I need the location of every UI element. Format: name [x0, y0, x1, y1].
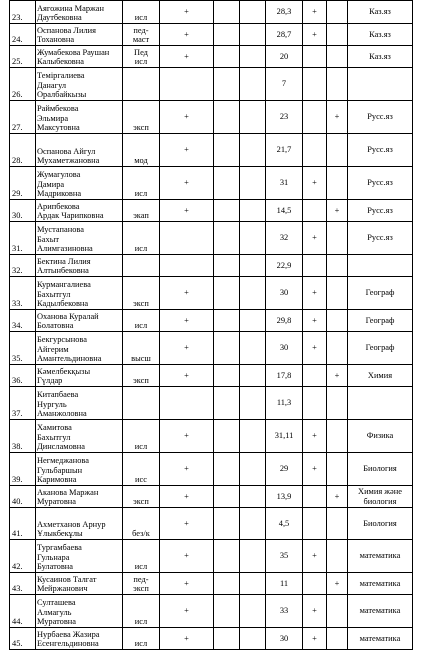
- table-row: [10, 540, 413, 573]
- row-number: 36.: [10, 365, 36, 387]
- subject: Географ: [348, 332, 413, 365]
- teacher-name: Тургамбаева Гульнара Булатовна: [36, 540, 123, 573]
- table-row: [10, 595, 413, 628]
- subject: [348, 68, 413, 101]
- mark-col-1: [160, 255, 214, 277]
- teacher-name: Темiргалиева Данагул Оралбайкызы: [36, 68, 123, 101]
- subject: Химия және биология: [348, 486, 413, 508]
- score: 32: [266, 222, 303, 255]
- mark-col-4: +: [303, 310, 327, 332]
- mark-col-4: [303, 101, 327, 134]
- teacher-name: Хамитова Бахытгул Динсламовна: [36, 420, 123, 453]
- teacher-name: Аягожина Маржан Даутбековна: [36, 1, 123, 24]
- mark-col-1: +: [160, 508, 214, 540]
- mark-col-4: +: [303, 24, 327, 46]
- table-row: [10, 365, 413, 387]
- table-row: [10, 332, 413, 365]
- mark-col-3: [240, 101, 266, 134]
- category: [123, 387, 160, 420]
- row-number: 25.: [10, 46, 36, 68]
- score: 28,3: [266, 1, 303, 24]
- mark-col-5: [327, 420, 348, 453]
- score: 30: [266, 332, 303, 365]
- mark-col-2: [214, 420, 240, 453]
- row-number: 34.: [10, 310, 36, 332]
- teacher-name: Бекгурсынова Айгерим Амантельдиновна: [36, 332, 123, 365]
- mark-col-1: +: [160, 628, 214, 650]
- mark-col-2: [214, 1, 240, 24]
- subject: Химия: [348, 365, 413, 387]
- mark-col-3: [240, 277, 266, 310]
- mark-col-4: [303, 68, 327, 101]
- mark-col-4: +: [303, 540, 327, 573]
- mark-col-1: +: [160, 101, 214, 134]
- score: 31: [266, 167, 303, 200]
- teacher-name: Негмеджанова Гульбаршын Каримовна: [36, 453, 123, 486]
- mark-col-2: [214, 255, 240, 277]
- table-row: [10, 508, 413, 540]
- teacher-name: Жумагулова Дамира Мадриковна: [36, 167, 123, 200]
- mark-col-2: [214, 365, 240, 387]
- subject: Географ: [348, 310, 413, 332]
- subject: Географ: [348, 277, 413, 310]
- mark-col-2: [214, 222, 240, 255]
- mark-col-1: +: [160, 595, 214, 628]
- mark-col-3: [240, 486, 266, 508]
- subject: Биология: [348, 508, 413, 540]
- subject: Каз.яз: [348, 24, 413, 46]
- table-row: [10, 68, 413, 101]
- teacher-name: Бектина Лилия Алтынбековна: [36, 255, 123, 277]
- mark-col-5: [327, 255, 348, 277]
- category: пед- эксп: [123, 573, 160, 595]
- mark-col-5: [327, 628, 348, 650]
- category: пед- маст: [123, 24, 160, 46]
- score: 13,9: [266, 486, 303, 508]
- mark-col-5: +: [327, 486, 348, 508]
- table-row: [10, 453, 413, 486]
- mark-col-4: +: [303, 332, 327, 365]
- category: [123, 68, 160, 101]
- subject: Русс.яз: [348, 222, 413, 255]
- mark-col-3: [240, 365, 266, 387]
- mark-col-2: [214, 134, 240, 167]
- mark-col-4: +: [303, 628, 327, 650]
- row-number: 37.: [10, 387, 36, 420]
- category: исл: [123, 628, 160, 650]
- mark-col-4: [303, 255, 327, 277]
- mark-col-3: [240, 24, 266, 46]
- mark-col-4: +: [303, 222, 327, 255]
- mark-col-3: [240, 453, 266, 486]
- category: эксп: [123, 486, 160, 508]
- score: 31,11: [266, 420, 303, 453]
- category: мод: [123, 134, 160, 167]
- mark-col-5: [327, 134, 348, 167]
- mark-col-5: [327, 453, 348, 486]
- mark-col-1: +: [160, 365, 214, 387]
- mark-col-1: +: [160, 24, 214, 46]
- mark-col-3: [240, 46, 266, 68]
- results-table-body: [10, 1, 413, 650]
- row-number: 39.: [10, 453, 36, 486]
- subject: математика: [348, 573, 413, 595]
- row-number: 41.: [10, 508, 36, 540]
- score: 33: [266, 595, 303, 628]
- mark-col-5: +: [327, 365, 348, 387]
- category: эксп: [123, 101, 160, 134]
- mark-col-1: +: [160, 540, 214, 573]
- category: исл: [123, 420, 160, 453]
- row-number: 23.: [10, 1, 36, 24]
- row-number: 35.: [10, 332, 36, 365]
- row-number: 30.: [10, 200, 36, 222]
- row-number: 26.: [10, 68, 36, 101]
- row-number: 31.: [10, 222, 36, 255]
- mark-col-2: [214, 68, 240, 101]
- mark-col-2: [214, 200, 240, 222]
- mark-col-5: [327, 222, 348, 255]
- mark-col-3: [240, 595, 266, 628]
- category: исл: [123, 595, 160, 628]
- score: 20: [266, 46, 303, 68]
- mark-col-5: +: [327, 573, 348, 595]
- teacher-name: Нурбаева Жазира Есенгельдиновна: [36, 628, 123, 650]
- subject: Физика: [348, 420, 413, 453]
- mark-col-4: +: [303, 420, 327, 453]
- mark-col-1: +: [160, 277, 214, 310]
- mark-col-1: [160, 387, 214, 420]
- mark-col-4: [303, 387, 327, 420]
- mark-col-1: +: [160, 573, 214, 595]
- teacher-name: Курмангалиева Бахытгул Кадылбековна: [36, 277, 123, 310]
- subject: Каз.яз: [348, 46, 413, 68]
- row-number: 42.: [10, 540, 36, 573]
- category: [123, 255, 160, 277]
- results-table: [9, 0, 413, 650]
- row-number: 45.: [10, 628, 36, 650]
- mark-col-1: +: [160, 310, 214, 332]
- mark-col-5: [327, 46, 348, 68]
- subject: Биология: [348, 453, 413, 486]
- mark-col-4: +: [303, 277, 327, 310]
- mark-col-2: [214, 387, 240, 420]
- mark-col-1: +: [160, 453, 214, 486]
- mark-col-1: +: [160, 167, 214, 200]
- teacher-name: Султашева Алмагуль Муратовна: [36, 595, 123, 628]
- score: 30: [266, 277, 303, 310]
- row-number: 44.: [10, 595, 36, 628]
- mark-col-2: [214, 167, 240, 200]
- category: без/к: [123, 508, 160, 540]
- teacher-name: Оханова Куралай Болатовна: [36, 310, 123, 332]
- mark-col-3: [240, 255, 266, 277]
- table-row: [10, 255, 413, 277]
- mark-col-1: +: [160, 1, 214, 24]
- teacher-name: Ахметханов Арнур Ұлыкбекұлы: [36, 508, 123, 540]
- subject: [348, 387, 413, 420]
- score: 17,8: [266, 365, 303, 387]
- mark-col-1: +: [160, 332, 214, 365]
- table-row: [10, 486, 413, 508]
- mark-col-4: [303, 46, 327, 68]
- mark-col-4: [303, 508, 327, 540]
- category: исл: [123, 540, 160, 573]
- mark-col-4: [303, 134, 327, 167]
- subject: математика: [348, 595, 413, 628]
- subject: Русс.яз: [348, 200, 413, 222]
- row-number: 40.: [10, 486, 36, 508]
- category: исл: [123, 167, 160, 200]
- mark-col-2: [214, 310, 240, 332]
- mark-col-2: [214, 628, 240, 650]
- category: исс: [123, 453, 160, 486]
- mark-col-1: +: [160, 420, 214, 453]
- mark-col-5: [327, 595, 348, 628]
- mark-col-3: [240, 332, 266, 365]
- subject: Русс.яз: [348, 101, 413, 134]
- table-row: [10, 628, 413, 650]
- subject: Каз.яз: [348, 1, 413, 24]
- mark-col-5: [327, 68, 348, 101]
- mark-col-5: +: [327, 101, 348, 134]
- mark-col-4: +: [303, 167, 327, 200]
- table-row: [10, 46, 413, 68]
- row-number: 29.: [10, 167, 36, 200]
- mark-col-3: [240, 573, 266, 595]
- mark-col-2: [214, 595, 240, 628]
- category: исл: [123, 222, 160, 255]
- teacher-name: Раймбекова Эльмира Максутовна: [36, 101, 123, 134]
- teacher-name: Аканова Маржан Муратовна: [36, 486, 123, 508]
- subject: Русс.яз: [348, 167, 413, 200]
- category: эксп: [123, 277, 160, 310]
- score: 14,5: [266, 200, 303, 222]
- mark-col-5: [327, 310, 348, 332]
- score: 7: [266, 68, 303, 101]
- mark-col-4: +: [303, 1, 327, 24]
- table-row: [10, 200, 413, 222]
- mark-col-2: [214, 508, 240, 540]
- subject: Русс.яз: [348, 134, 413, 167]
- row-number: 28.: [10, 134, 36, 167]
- mark-col-5: [327, 508, 348, 540]
- table-row: [10, 277, 413, 310]
- mark-col-4: [303, 573, 327, 595]
- mark-col-3: [240, 200, 266, 222]
- mark-col-1: +: [160, 486, 214, 508]
- mark-col-3: [240, 68, 266, 101]
- mark-col-3: [240, 387, 266, 420]
- mark-col-5: [327, 277, 348, 310]
- score: 11,3: [266, 387, 303, 420]
- subject: [348, 255, 413, 277]
- table-row: [10, 222, 413, 255]
- mark-col-2: [214, 101, 240, 134]
- table-row: [10, 24, 413, 46]
- score: 4,5: [266, 508, 303, 540]
- row-number: 32.: [10, 255, 36, 277]
- mark-col-4: [303, 365, 327, 387]
- mark-col-5: [327, 167, 348, 200]
- mark-col-5: [327, 332, 348, 365]
- table-row: [10, 167, 413, 200]
- category: исл: [123, 1, 160, 24]
- mark-col-2: [214, 573, 240, 595]
- score: 29,8: [266, 310, 303, 332]
- mark-col-5: [327, 540, 348, 573]
- category: высш: [123, 332, 160, 365]
- score: 29: [266, 453, 303, 486]
- table-row: [10, 101, 413, 134]
- mark-col-3: [240, 628, 266, 650]
- row-number: 24.: [10, 24, 36, 46]
- results-table-sheet: [9, 0, 412, 649]
- category: экап: [123, 200, 160, 222]
- score: 23: [266, 101, 303, 134]
- mark-col-5: [327, 387, 348, 420]
- teacher-name: Оспанова Айгул Мухаметжановна: [36, 134, 123, 167]
- table-row: [10, 1, 413, 24]
- mark-col-5: [327, 1, 348, 24]
- score: 30: [266, 628, 303, 650]
- category: эксп: [123, 365, 160, 387]
- category: исл: [123, 310, 160, 332]
- mark-col-2: [214, 453, 240, 486]
- mark-col-4: +: [303, 595, 327, 628]
- score: 35: [266, 540, 303, 573]
- mark-col-1: +: [160, 200, 214, 222]
- table-row: [10, 387, 413, 420]
- teacher-name: Арипбекова Ардак Чарипковна: [36, 200, 123, 222]
- mark-col-3: [240, 167, 266, 200]
- teacher-name: Оспанова Лилия Тохановна: [36, 24, 123, 46]
- row-number: 43.: [10, 573, 36, 595]
- mark-col-2: [214, 46, 240, 68]
- category: Пед исл: [123, 46, 160, 68]
- score: 28,7: [266, 24, 303, 46]
- teacher-name: Кусаинов Талгат Мейржанович: [36, 573, 123, 595]
- table-row: [10, 134, 413, 167]
- row-number: 27.: [10, 101, 36, 134]
- table-row: [10, 310, 413, 332]
- teacher-name: Жумабекова Раушан Калыбековна: [36, 46, 123, 68]
- mark-col-1: +: [160, 134, 214, 167]
- mark-col-2: [214, 332, 240, 365]
- mark-col-4: +: [303, 453, 327, 486]
- mark-col-3: [240, 1, 266, 24]
- mark-col-2: [214, 24, 240, 46]
- subject: математика: [348, 540, 413, 573]
- teacher-name: Мустапанова Бахыт Алимгазиновна: [36, 222, 123, 255]
- mark-col-3: [240, 508, 266, 540]
- subject: математика: [348, 628, 413, 650]
- mark-col-1: [160, 222, 214, 255]
- teacher-name: Китапбаева Нургуль Аманжоловна: [36, 387, 123, 420]
- mark-col-3: [240, 134, 266, 167]
- mark-col-2: [214, 277, 240, 310]
- mark-col-4: [303, 200, 327, 222]
- mark-col-1: +: [160, 46, 214, 68]
- mark-col-3: [240, 310, 266, 332]
- row-number: 38.: [10, 420, 36, 453]
- table-row: [10, 420, 413, 453]
- score: 21,7: [266, 134, 303, 167]
- mark-col-3: [240, 540, 266, 573]
- row-number: 33.: [10, 277, 36, 310]
- score: 11: [266, 573, 303, 595]
- score: 22,9: [266, 255, 303, 277]
- mark-col-3: [240, 222, 266, 255]
- mark-col-4: [303, 486, 327, 508]
- mark-col-2: [214, 486, 240, 508]
- mark-col-3: [240, 420, 266, 453]
- mark-col-5: +: [327, 200, 348, 222]
- table-row: [10, 573, 413, 595]
- mark-col-2: [214, 540, 240, 573]
- mark-col-1: [160, 68, 214, 101]
- mark-col-5: [327, 24, 348, 46]
- teacher-name: Кәмелбекқызы Гүлдар: [36, 365, 123, 387]
